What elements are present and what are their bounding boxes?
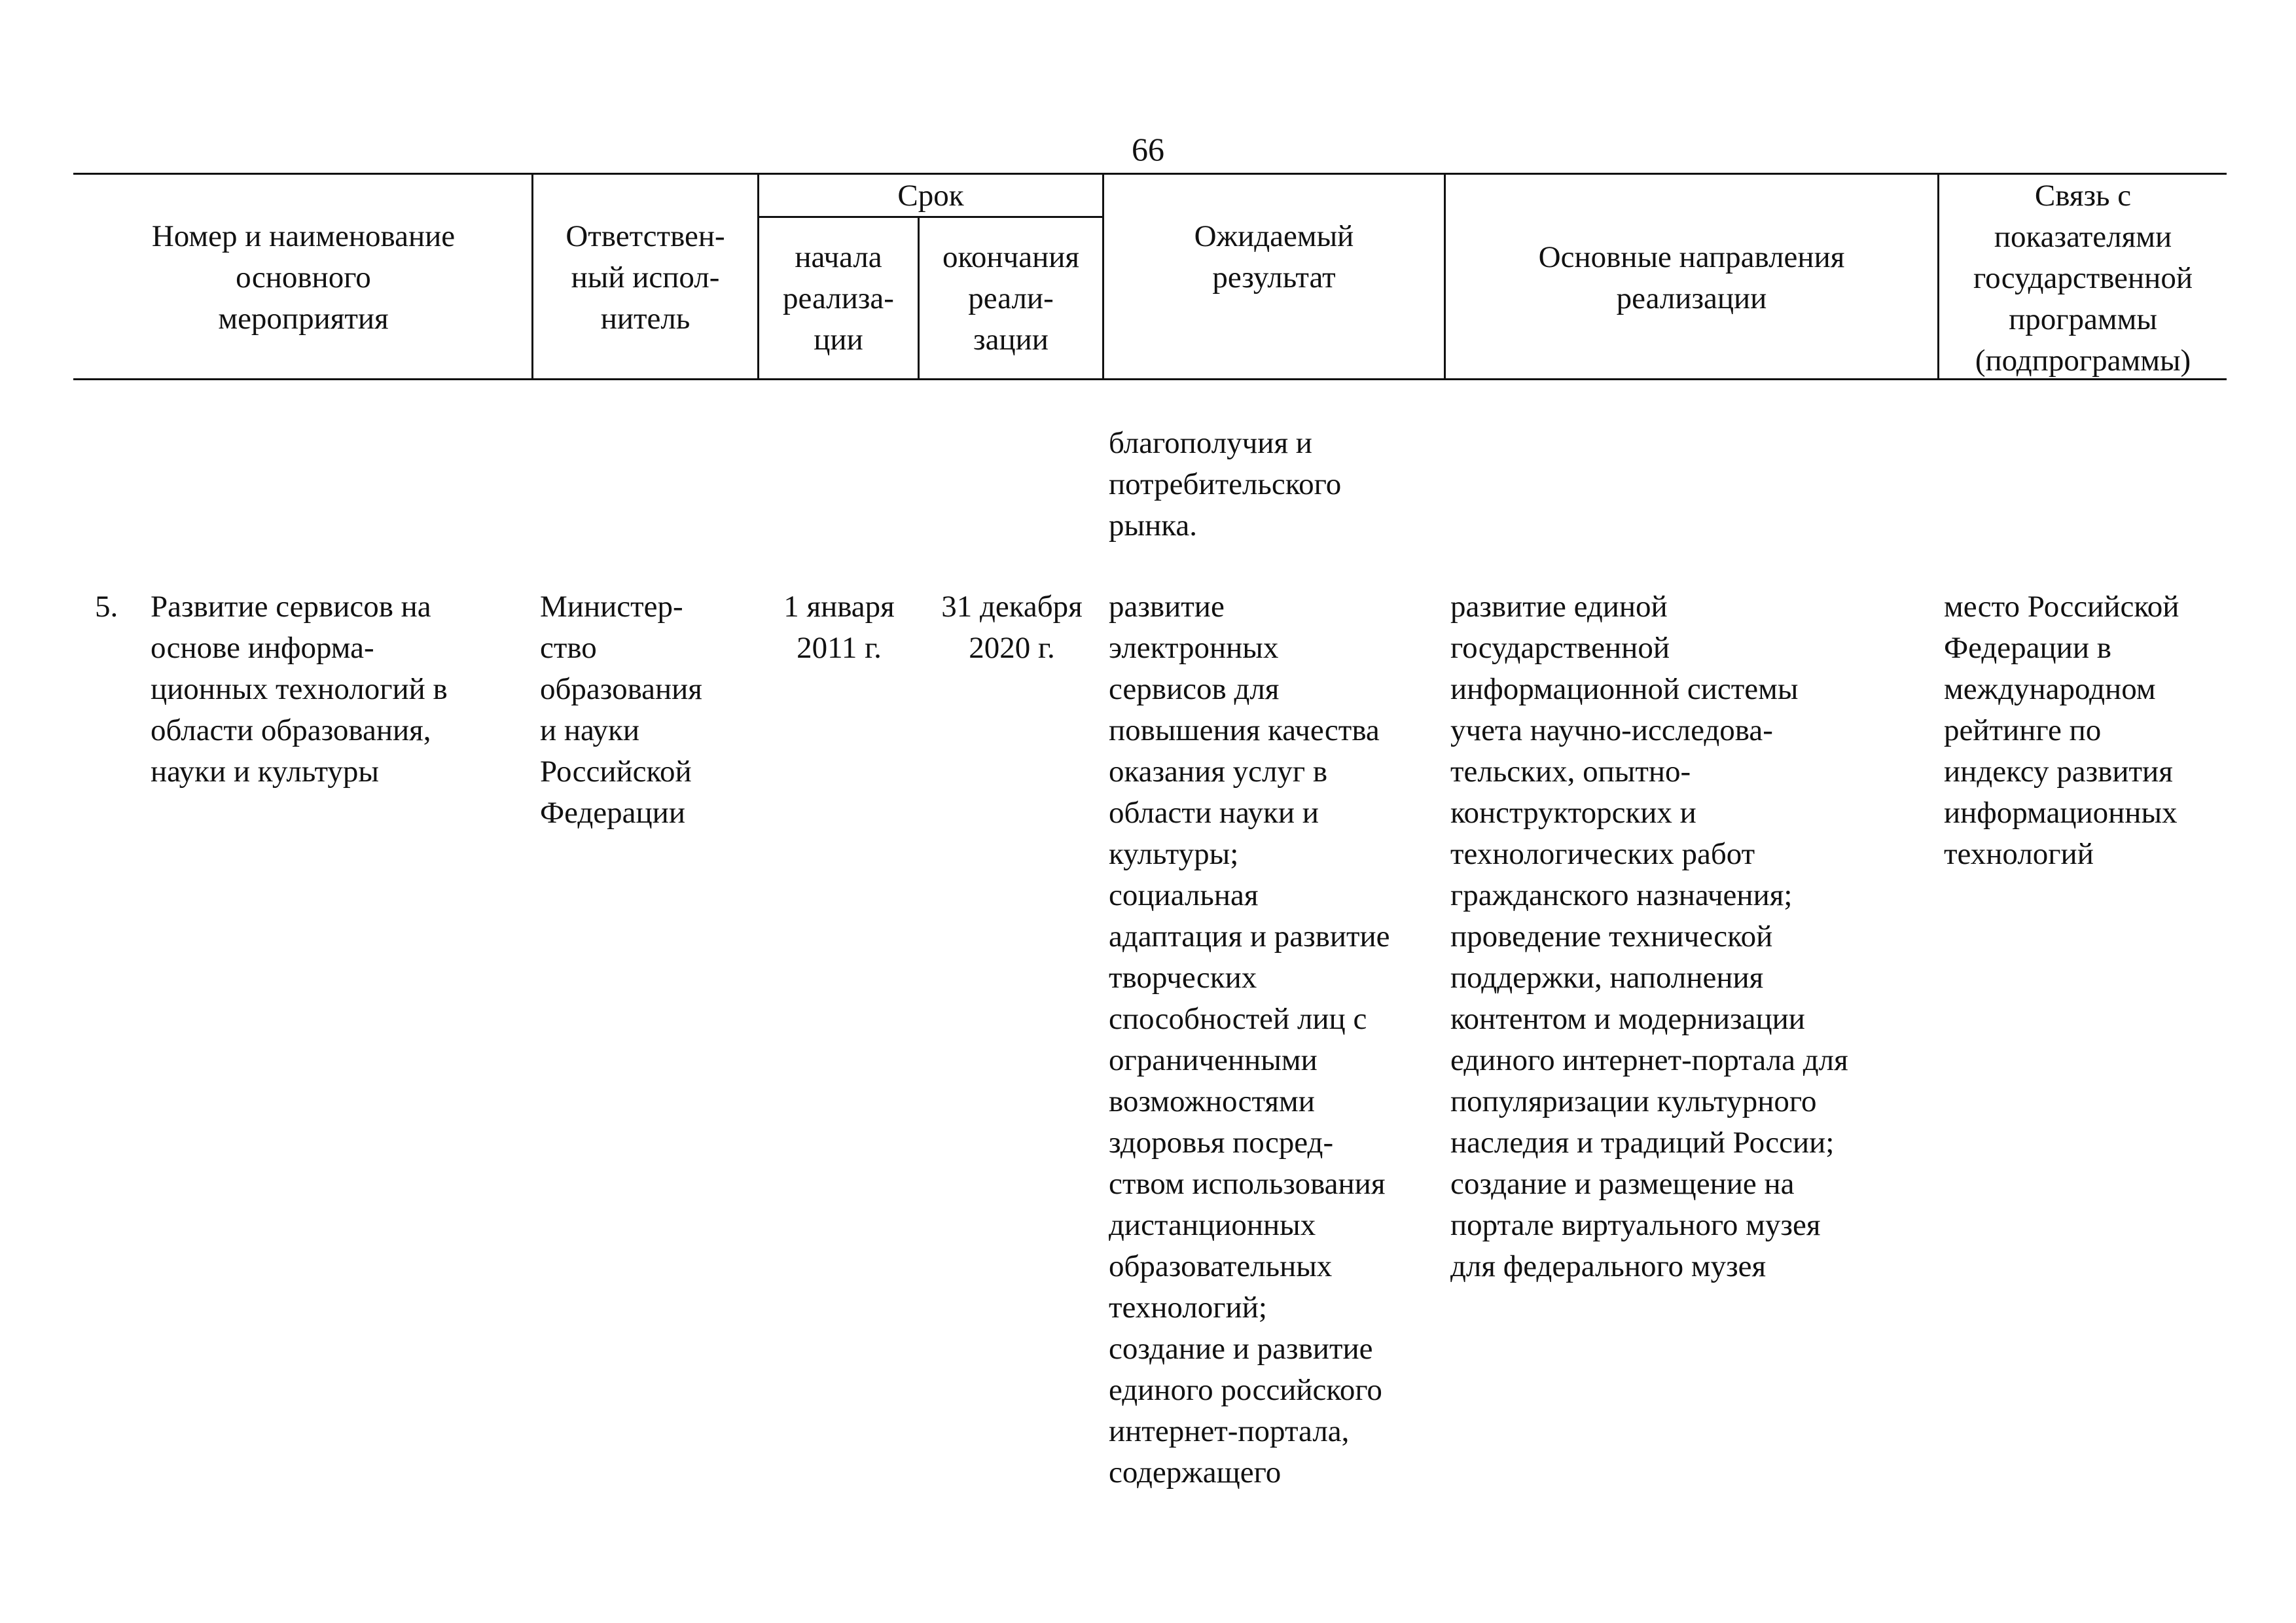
row-result: развитие электронных сервисов для повышения качества оказания услуг в области науки и культуры; социальная адаптация и развитие творческих способностей лиц с ограниченными возможностями здоровья посред- ством использования дистанционных образовательных технологий; создание и развитие единого российского интернет-портала, содержащего — [1109, 590, 1390, 1489]
page-number: 66 — [1132, 131, 1164, 168]
row-name: Развитие сервисов на основе информа- ционных технологий в области образования, науки и культуры — [151, 590, 448, 789]
table-top-rule — [73, 173, 2227, 175]
row-number: 5. — [95, 590, 118, 624]
row-start: 1 января 2011 г. — [783, 590, 895, 665]
row-executor: Министер- ство образования и науки Российской Федерации — [540, 590, 702, 830]
header-end-cell: окончания реали- зации — [942, 240, 1080, 357]
header-directions-cell: Основные направления реализации — [1538, 240, 1845, 315]
header-link-cell: Связь с показателями государственной программы (подпрограммы) — [1973, 179, 2193, 378]
header-start-cell: начала реализа- ции — [783, 240, 894, 357]
table-header-bottom-rule — [73, 378, 2227, 380]
row-link: место Российской Федерации в международном рейтинге по индексу развития информационных технологий — [1944, 590, 2179, 871]
header-name-cell: Номер и наименование основного мероприятия — [151, 219, 456, 336]
row-directions: развитие единой государственной информационной системы учета научно-исследова- тельских, опытно- конструкторских и технологических работ гражданского назначения; проведение технической поддержки, наполнения контентом и модернизации единого интернет-портала для популяризации культурного наследия и традиций России; создание и размещение на портале виртуального музея для федерального музея — [1450, 590, 1848, 1283]
header-term-cell: Срок — [897, 179, 964, 213]
header-result-cell: Ожидаемый результат — [1194, 219, 1354, 294]
continuation-text: благополучия и потребительского рынка. — [1109, 426, 1342, 543]
header-executor-cell: Ответствен- ный испол- нитель — [565, 219, 725, 336]
row-end: 31 декабря 2020 г. — [941, 590, 1083, 665]
